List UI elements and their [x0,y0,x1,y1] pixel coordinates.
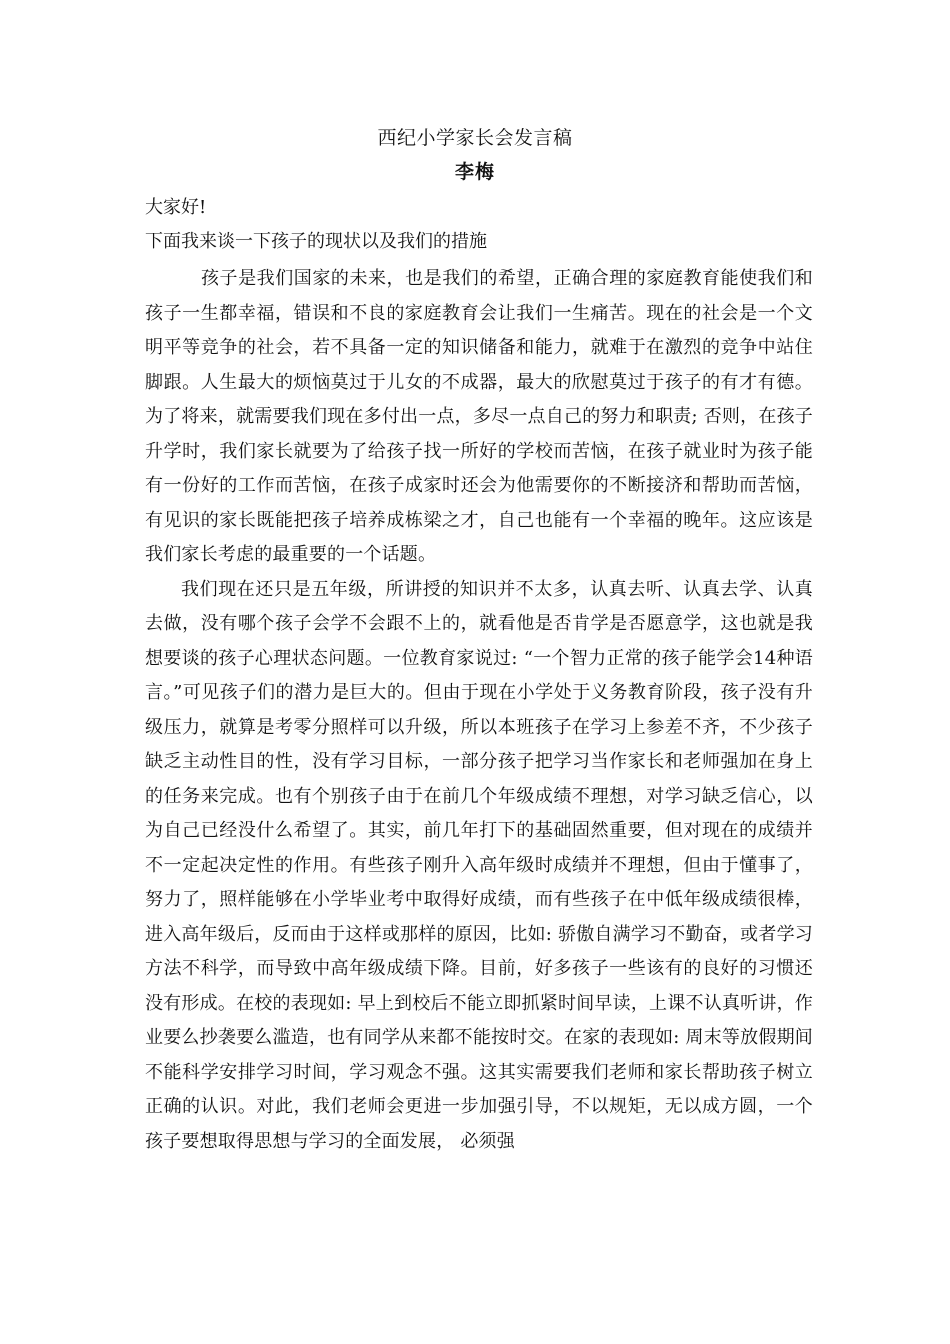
document-title: 西纪小学家长会发言稿 [377,127,573,149]
body-paragraph: 我们现在还只是五年级，所讲授的知识并不太多，认真去听、认真去学、认真去做，没有哪个孩子会学不会跟不上的，就看他是否肯学是否愿意学，这也就是我想要谈的孩子心理状态问题。一位教育家说过: “一个智力正常的孩子能学会14种语言。”可见孩子们的潜力是巨大的。但由于现在小学处于义务教育阶段，孩子没有升级压力，就算是考零分照样可以升级，所以本班孩子在学习上参差不齐，不少孩子缺乏主动性目的性，没有学习目标，一部分孩子把学习当作家长和老师强加在身上的任务来完成。也有个别孩子由于在前几个年级成绩不理想，对学习缺乏信心，以为自己已经没什么希望了。其实，前几年打下的基础固然重要，但对现在的成绩并不一定起决定性的作用。有些孩子刚升入高年级时成绩并不理想，但由于懂事了，努力了，照样能够在小学毕业考中取得好成绩，而有些孩子在中低年级成绩很棒，进入高年级后，反而由于这样或那样的原因，比如: 骄傲自满学习不勤奋，或者学习方法不科学，而导致中高年级成绩下降。目前，好多孩子一些该有的良好的习惯还没有形成。在校的表现如: 早上到校后不能立即抓紧时间早读，上课不认真听讲，作业要么抄袭要么滥造，也有同学从来都不能按时交。在家的表现如: 周末等放假期间不能科学安排学习时间，学习观念不强。这其实需要我们老师和家长帮助孩子树立正确的认识。对此，我们老师会更进一步加强引导，不以规矩，无以成方圆，一个孩子要想取得思想与学习的全面发展， 必须强 [145,578,813,1152]
document-body [145,262,813,1159]
body-paragraph: 孩子是我们国家的未来，也是我们的希望，正确合理的家庭教育能使我们和孩子一生都幸福，错误和不良的家庭教育会让我们一生痛苦。现在的社会是一个文明平等竞争的社会，若不具备一定的知识储备和能力，就难于在激烈的竞争中站住脚跟。人生最大的烦恼莫过于儿女的不成器，最大的欣慰莫过于孩子的有才有德。为了将来，就需要我们现在多付出一点，多尽一点自己的努力和职责; 否则，在孩子升学时，我们家长就要为了给孩子找一所好的学校而苦恼，在孩子就业时为孩子能有一份好的工作而苦恼，在孩子成家时还会为他需要你的不断接济和帮助而苦恼，有见识的家长既能把孩子培养成栋梁之才，自己也能有一个幸福的晚年。这应该是我们家长考虑的最重要的一个话题。 [145,268,813,565]
greeting-line: 大家好! [145,197,207,218]
document-author: 李梅 [454,161,495,183]
intro-line: 下面我来谈一下孩子的现状以及我们的措施 [145,231,487,252]
